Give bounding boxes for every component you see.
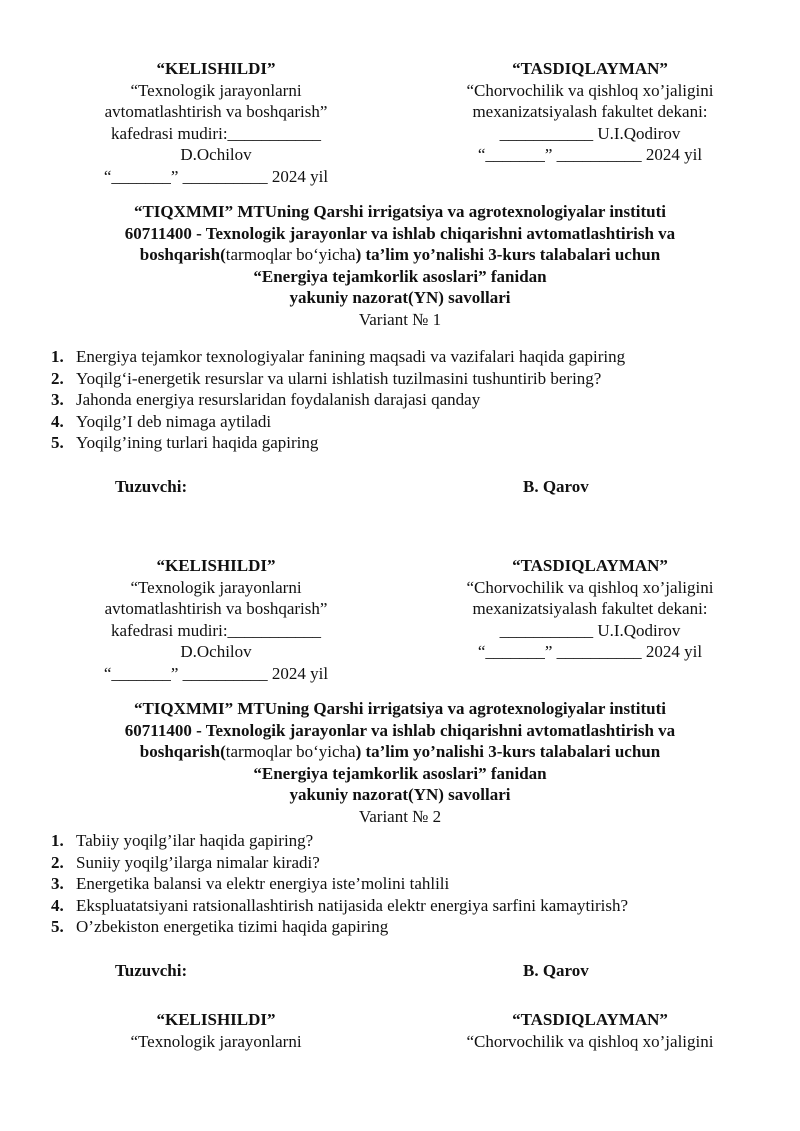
question-number: 4.: [51, 411, 64, 431]
agreement-dept-line-2: avtomatlashtirish va boshqarish”: [104, 102, 328, 121]
agreement-head-name: D.Ochilov: [180, 642, 252, 661]
agreement-block: [60, 58, 372, 187]
question-number: 1.: [51, 347, 64, 366]
agreement-head-line: kafedrasi mudiri:___________: [110, 123, 322, 143]
question-number: 5.: [51, 433, 64, 452]
question-item: [0, 916, 800, 938]
approval-header: [0, 1009, 800, 1053]
specialty-line-2-part-a: boshqarish(: [139, 742, 226, 761]
variant-label: Variant № 1: [358, 309, 442, 329]
question-number: 4.: [51, 895, 64, 915]
specialty-line: 60711400 - Texnologik jarayonlar va ishlab chiqarishni avtomatlashtirish va: [124, 720, 676, 740]
variant-3-section: [0, 1009, 800, 1053]
agreement-head-name: D.Ochilov: [180, 145, 252, 164]
agreement-dept-line-2: avtomatlashtirish va boshqarish”: [104, 599, 328, 618]
question-item: [0, 830, 800, 852]
subject-line: “Energiya tejamkorlik asoslari” fanidan: [253, 763, 547, 783]
approval-faculty-line-1: “Chorvochilik va qishloq xo’jaligini: [466, 80, 714, 100]
agreement-date: “_______” __________ 2024 yil: [103, 166, 329, 186]
agreement-dept-line-1: “Texnologik jarayonlarni: [130, 577, 302, 597]
approval-title: “TASDIQLAYMAN”: [512, 1010, 668, 1029]
question-text: O’zbekiston energetika tizimi haqida gapiring: [76, 917, 389, 936]
approval-dean-line: ___________ U.I.Qodirov: [499, 123, 681, 143]
specialty-line-2-part-c: ) ta’lim yo’nalishi 3-kurs talabalari uchun: [355, 245, 661, 264]
institute-line: “TIQXMMI” MTUning Qarshi irrigatsiya va agrotexnologiyalar instituti: [133, 202, 667, 221]
signature-row: [0, 960, 800, 982]
agreement-block: [60, 1009, 372, 1052]
question-text: Jahonda energiya resurslaridan foydalanish darajasi qanday: [76, 390, 481, 409]
approval-faculty-line-2: mexanizatsiyalash fakultet dekani:: [472, 599, 708, 618]
question-text: Energetika balansi va elektr energiya iste’molini tahlili: [76, 874, 450, 893]
question-text: Energiya tejamkor texnologiyalar fanining maqsadi va vazifalari haqida gapiring: [76, 347, 626, 366]
question-item: [0, 411, 800, 433]
question-number: 2.: [51, 368, 64, 388]
question-item: [0, 346, 800, 368]
agreement-title: “KELISHILDI”: [156, 59, 276, 78]
institute-line: “TIQXMMI” MTUning Qarshi irrigatsiya va agrotexnologiyalar instituti: [133, 699, 667, 718]
author-label: Tuzuvchi:: [115, 960, 188, 980]
question-text: Yoqilg’ining turlari haqida gapiring: [76, 433, 319, 452]
author-name: B. Qarov: [523, 476, 589, 496]
question-number: 2.: [51, 852, 64, 872]
approval-block: [430, 1009, 750, 1052]
agreement-dept-line-1: “Texnologik jarayonlarni: [130, 1031, 302, 1051]
question-text: Tabiiy yoqilg’ilar haqida gapiring?: [76, 831, 314, 850]
approval-title: “TASDIQLAYMAN”: [512, 59, 668, 78]
specialty-line-2: [0, 244, 800, 266]
agreement-head-line: kafedrasi mudiri:___________: [110, 620, 322, 640]
question-number: 1.: [51, 831, 64, 850]
approval-date: “_______” __________ 2024 yil: [477, 642, 703, 661]
specialty-line: 60711400 - Texnologik jarayonlar va ishlab chiqarishni avtomatlashtirish va: [124, 223, 676, 243]
agreement-title: “KELISHILDI”: [156, 1010, 276, 1029]
question-number: 5.: [51, 917, 64, 936]
question-text: Yoqilg‘i-energetik resurslar va ularni ishlatish tuzilmasini tushuntirib bering?: [76, 368, 602, 388]
variant-2-section: [0, 555, 800, 982]
approval-dean-line: ___________ U.I.Qodirov: [499, 620, 681, 640]
exam-title-line: yakuniy nazorat(YN) savollari: [289, 785, 511, 804]
approval-header: [0, 555, 800, 685]
approval-faculty-line-2: mexanizatsiyalash fakultet dekani:: [472, 102, 708, 121]
question-text: Ekspluatatsiyani ratsionallashtirish natijasida elektr energiya sarfini kamaytirish?: [76, 895, 629, 915]
approval-date: “_______” __________ 2024 yil: [477, 145, 703, 164]
question-item: [0, 873, 800, 895]
question-item: [0, 852, 800, 874]
question-item: [0, 368, 800, 390]
approval-faculty-line-1: “Chorvochilik va qishloq xo’jaligini: [466, 577, 714, 597]
question-list: [0, 346, 800, 454]
specialty-line-2-part-c: ) ta’lim yo’nalishi 3-kurs talabalari uchun: [355, 742, 661, 761]
question-item: [0, 895, 800, 917]
approval-block: [430, 58, 750, 166]
question-list: [0, 830, 800, 938]
exam-title-line: yakuniy nazorat(YN) savollari: [289, 288, 511, 307]
variant-label: Variant № 2: [358, 806, 442, 826]
approval-faculty-line-1: “Chorvochilik va qishloq xo’jaligini: [466, 1031, 714, 1051]
agreement-title: “KELISHILDI”: [156, 556, 276, 575]
subject-line: “Energiya tejamkorlik asoslari” fanidan: [253, 266, 547, 286]
question-item: [0, 432, 800, 454]
question-text: Yoqilg’I deb nimaga aytiladi: [76, 411, 272, 431]
question-number: 3.: [51, 874, 64, 893]
specialty-line-2-part-b: tarmoqlar bo‘yicha: [225, 742, 356, 761]
author-label: Tuzuvchi:: [115, 476, 188, 496]
agreement-dept-line-1: “Texnologik jarayonlarni: [130, 80, 302, 100]
signature-row: [0, 476, 800, 498]
exam-heading: [0, 698, 800, 827]
author-name: B. Qarov: [523, 960, 589, 980]
exam-heading: [0, 201, 800, 330]
agreement-date: “_______” __________ 2024 yil: [103, 663, 329, 683]
agreement-block: [60, 555, 372, 684]
specialty-line-2-part-a: boshqarish(: [139, 245, 226, 264]
approval-title: “TASDIQLAYMAN”: [512, 556, 668, 575]
specialty-line-2-part-b: tarmoqlar bo‘yicha: [225, 245, 356, 264]
approval-block: [430, 555, 750, 663]
specialty-line-2: [0, 741, 800, 763]
question-text: Suniiy yoqilg’ilarga nimalar kiradi?: [76, 852, 320, 872]
question-number: 3.: [51, 390, 64, 409]
approval-header: [0, 58, 800, 188]
question-item: [0, 389, 800, 411]
variant-1-section: [0, 58, 800, 498]
